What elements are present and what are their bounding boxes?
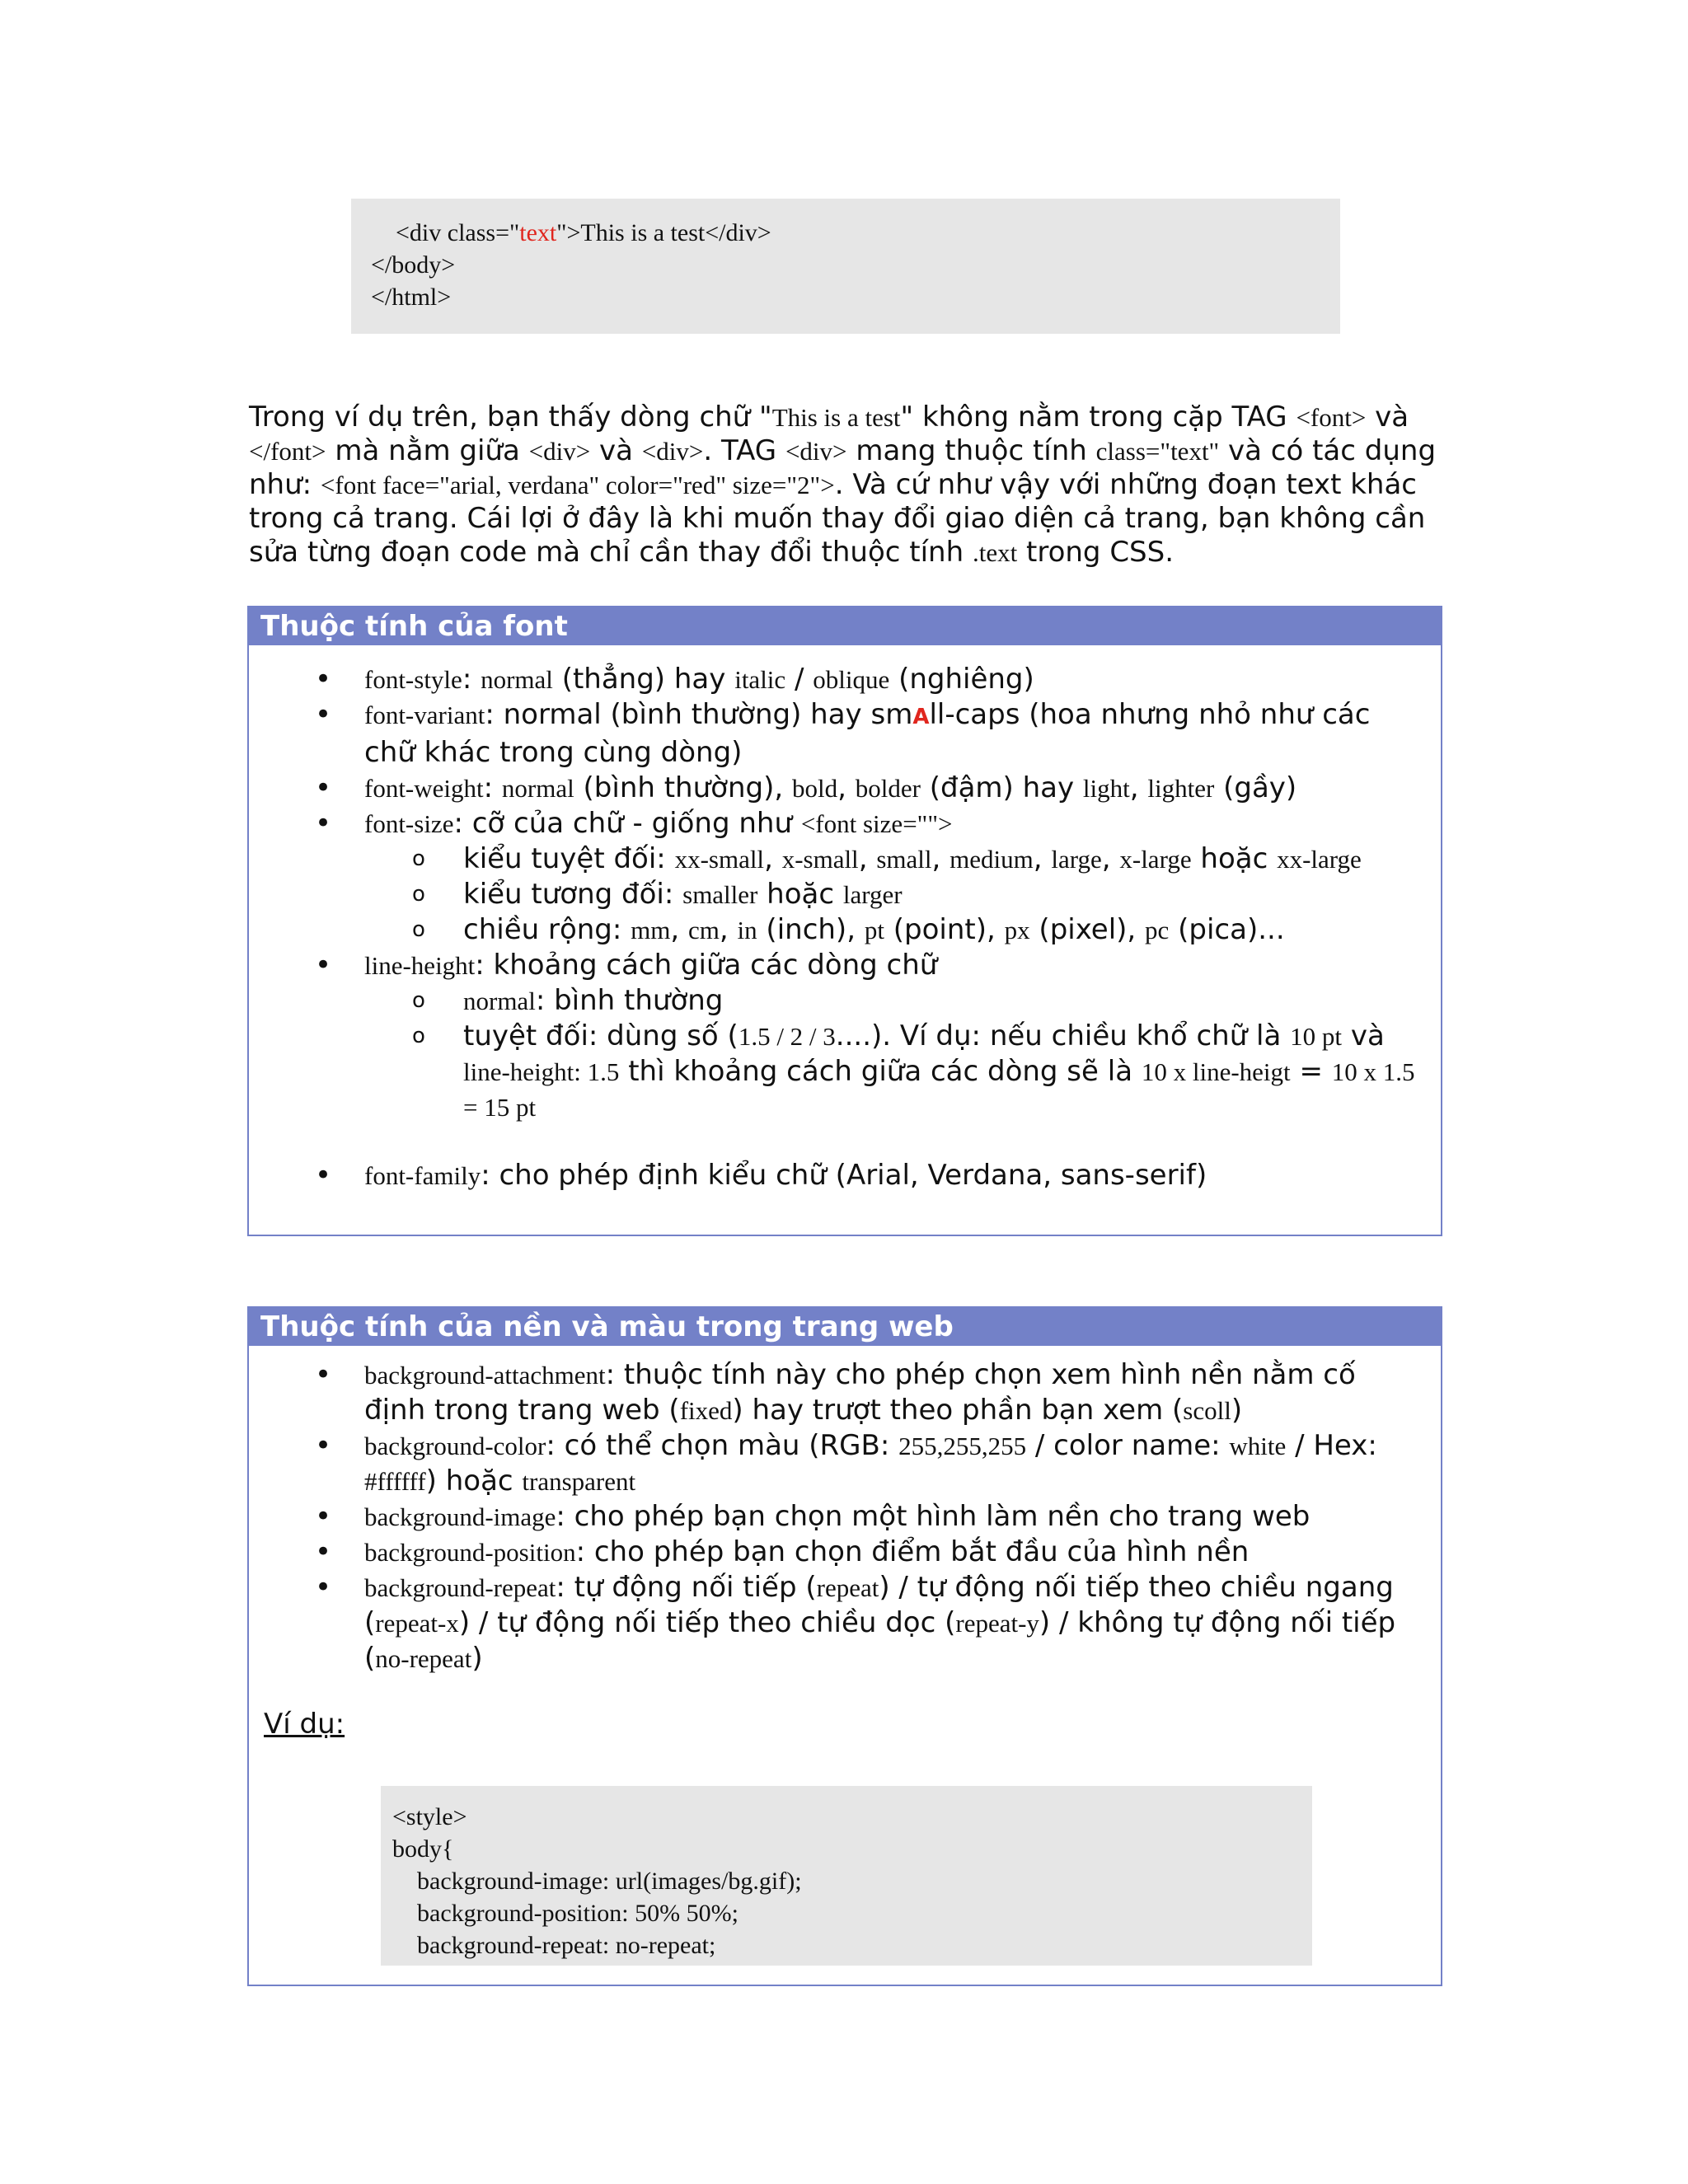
value: cm [688,916,720,944]
value: 10 pt [1290,1022,1343,1051]
sub-item-size-relative [249,877,1441,912]
value: bold [791,774,838,803]
code-line: body{ [392,1835,454,1863]
text: (bình thường), [574,771,792,804]
value: px [1004,916,1030,944]
list-item-font-family [249,1158,1441,1193]
text: (đậm) hay [920,771,1083,804]
value: 1.5 / 2 / 3 [738,1022,836,1051]
text: = [1290,1055,1332,1088]
code-snippet-top [351,199,1340,334]
text: : tự động nối tiếp ( [556,1571,817,1604]
value: fixed [679,1396,733,1425]
value: mm [631,916,671,944]
text: , [1129,771,1148,804]
sub-item-size-width [249,912,1441,948]
code-line: background-image: url(images/bg.gif); [392,1868,802,1895]
text: , [931,842,950,875]
inline-code: <font> [1296,403,1367,432]
font-property-list [249,662,1441,1193]
value: x-small [781,845,859,874]
value: italic [734,665,786,694]
text: ) / tự động nối tiếp theo chiều dọc ( [458,1606,956,1639]
intro-paragraph [249,401,1444,569]
code-line: <style> [392,1803,467,1830]
list-item-font-style [249,662,1441,697]
background-properties-section [247,1306,1442,1986]
list-item-bg-repeat [249,1570,1441,1676]
text: trong CSS. [1017,536,1175,569]
list-item-font-size [249,806,1441,841]
prop-name: font-variant [364,701,485,729]
sub-item-size-absolute [249,841,1441,877]
value: <font size=""> [800,809,953,838]
text: : [462,663,481,696]
value: small [876,845,932,874]
prop-name: font-size [364,809,454,838]
value: in [737,916,757,944]
text: (nghiêng) [889,663,1034,696]
text: tuyệt đối: dùng số ( [463,1019,738,1052]
list-item-bg-position [249,1535,1441,1570]
text: , [670,913,688,946]
sub-item-lh-absolute [249,1019,1441,1125]
value: transparent [522,1467,636,1496]
text: : cho phép định kiểu chữ (Arial, Verdana, sans-serif) [481,1159,1207,1192]
list-item-font-weight [249,771,1441,806]
prop-name: line-height [364,951,476,980]
inline-code: </font> [249,437,326,466]
value: xx-small [674,845,765,874]
text: kiểu tuyệt đối: [463,842,675,875]
sub-item-lh-normal [249,983,1441,1019]
text: , [1033,842,1052,875]
inline-code: class="text" [1095,437,1220,466]
list-item-font-variant [249,697,1441,771]
prop-name: background-image [364,1502,556,1531]
code-line [371,217,1340,249]
text: và [1366,401,1409,434]
value: repeat-y [955,1609,1039,1638]
text: ) hoặc [425,1465,523,1497]
text: ) hay trượt theo phần bạn xem ( [732,1394,1184,1427]
text: / [785,663,814,696]
text: , [837,771,856,804]
text: , [764,842,782,875]
text: (pica)... [1169,913,1285,946]
prop-name: background-position [364,1538,576,1567]
highlight-letter: A [912,705,930,729]
text: hoặc [757,878,843,911]
value: larger [842,880,903,909]
text: : [483,771,502,804]
inline-code: <div> [785,437,847,466]
text: : khoảng cách giữa các dòng chữ [475,949,938,982]
text: / Hex: [1286,1429,1377,1462]
value: no-repeat [375,1644,472,1673]
text: và có tác dụng như: [249,434,1437,501]
code-text: ">This is a test</div> [556,219,771,246]
value: medium [950,845,1034,874]
inline-code: .text [972,538,1018,567]
list-item-line-height [249,948,1441,983]
text: thì khoảng cách giữa các dòng sẽ là [619,1055,1142,1088]
text: (thẳng) hay [552,663,735,696]
code-line: </html> [371,284,452,311]
prop-name: font-weight [364,774,484,803]
prop-name: font-family [364,1161,481,1190]
value: scoll [1183,1396,1231,1425]
text: ....). Ví dụ: nếu chiều khổ chữ là [835,1019,1291,1052]
value: repeat [816,1573,879,1602]
text: Trong ví dụ trên, bạn thấy dòng chữ " [249,401,772,434]
value: white [1229,1432,1287,1460]
text: (inch), [757,913,865,946]
text: (point), [884,913,1005,946]
text: (pixel), [1029,913,1146,946]
code-highlight: text [519,219,557,246]
value: normal [463,987,536,1015]
list-item-bg-color [249,1428,1441,1499]
value: line-height: 1.5 [463,1057,620,1086]
code-line: </body> [371,251,456,279]
text: ) [1231,1394,1243,1427]
text: , [858,842,877,875]
list-item-bg-attachment [249,1357,1441,1428]
code-snippet-example [381,1786,1312,1966]
text: : bình thường [535,984,724,1017]
prop-name: background-color [364,1432,546,1460]
text: " không nằm trong cặp TAG [900,401,1296,434]
section-title: Thuộc tính của font [249,607,1441,645]
text: , [719,913,738,946]
value: bolder [855,774,921,803]
inline-code: <font face="arial, verdana" color="red" size="2"> [320,471,835,499]
text: kiểu tương đối: [463,878,683,911]
value: 10 x 1.5 = 15 pt [463,1057,1415,1122]
text: ll-caps (hoa nhưng nhỏ như các chữ khác trong cùng dòng) [364,698,1371,769]
value: 255,255,255 [898,1432,1027,1460]
text: , [1101,842,1120,875]
text: . Và cứ như vậy với những đoạn text khác trong cả trang. Cái lợi ở đây là khi muốn thay đổi giao diện cả trang, bạn không cần sửa từng đoạn code mà chỉ cần thay đổi thuộc tính [249,468,1426,569]
text: (gầy) [1214,771,1297,804]
code-text: <div class=" [371,219,520,246]
value: light [1082,774,1130,803]
background-property-list [249,1357,1441,1676]
text: : cho phép bạn chọn một hình làm nền cho trang web [556,1500,1311,1533]
code-line: background-repeat: no-repeat; [392,1932,716,1959]
value: 10 x line-heigt [1141,1057,1291,1086]
value: pt [864,916,884,944]
example-label: Ví dụ: [264,1708,345,1741]
prop-name: background-attachment [364,1361,606,1390]
text: / color name: [1026,1429,1230,1462]
inline-code: <div> [641,437,704,466]
value: normal [481,665,553,694]
text: : thuộc tính này cho phép chọn xem hình nền nằm cố định trong trang web ( [364,1358,1356,1427]
value: normal [501,774,574,803]
text: ) / tự động nối tiếp theo chiều ngang ( [364,1571,1394,1639]
text: và [590,434,642,467]
value: large [1051,845,1102,874]
text: và [1342,1019,1385,1052]
value: x-large [1119,845,1192,874]
text: . TAG [703,434,785,467]
value: xx-large [1277,845,1362,874]
inline-code: <div> [528,437,591,466]
prop-name: background-repeat [364,1573,556,1602]
inline-code: This is a test [771,403,901,432]
value: pc [1145,916,1170,944]
value: oblique [813,665,890,694]
text: : cỡ của chữ - giống như [453,807,801,840]
list-item-bg-image [249,1499,1441,1535]
text: : cho phép bạn chọn điểm bắt đầu của hình nền [575,1535,1250,1568]
value: lighter [1147,774,1215,803]
text: mà nằm giữa [326,434,529,467]
text: ) [471,1642,483,1675]
value: smaller [682,880,758,909]
text: : có thể chọn màu (RGB: [546,1429,899,1462]
value: #ffffff [364,1467,426,1496]
code-line: background-position: 50% 50%; [392,1900,738,1927]
section-title: Thuộc tính của nền và màu trong trang web [249,1308,1441,1346]
prop-name: font-style [364,665,462,694]
text: mang thuộc tính [846,434,1096,467]
text: hoặc [1191,842,1278,875]
text: : normal (bình thường) hay sm [485,698,913,731]
text: ) / không tự động nối tiếp ( [364,1606,1396,1675]
value: repeat-x [375,1609,459,1638]
text: chiều rộng: [463,913,631,946]
font-properties-section [247,606,1442,1236]
